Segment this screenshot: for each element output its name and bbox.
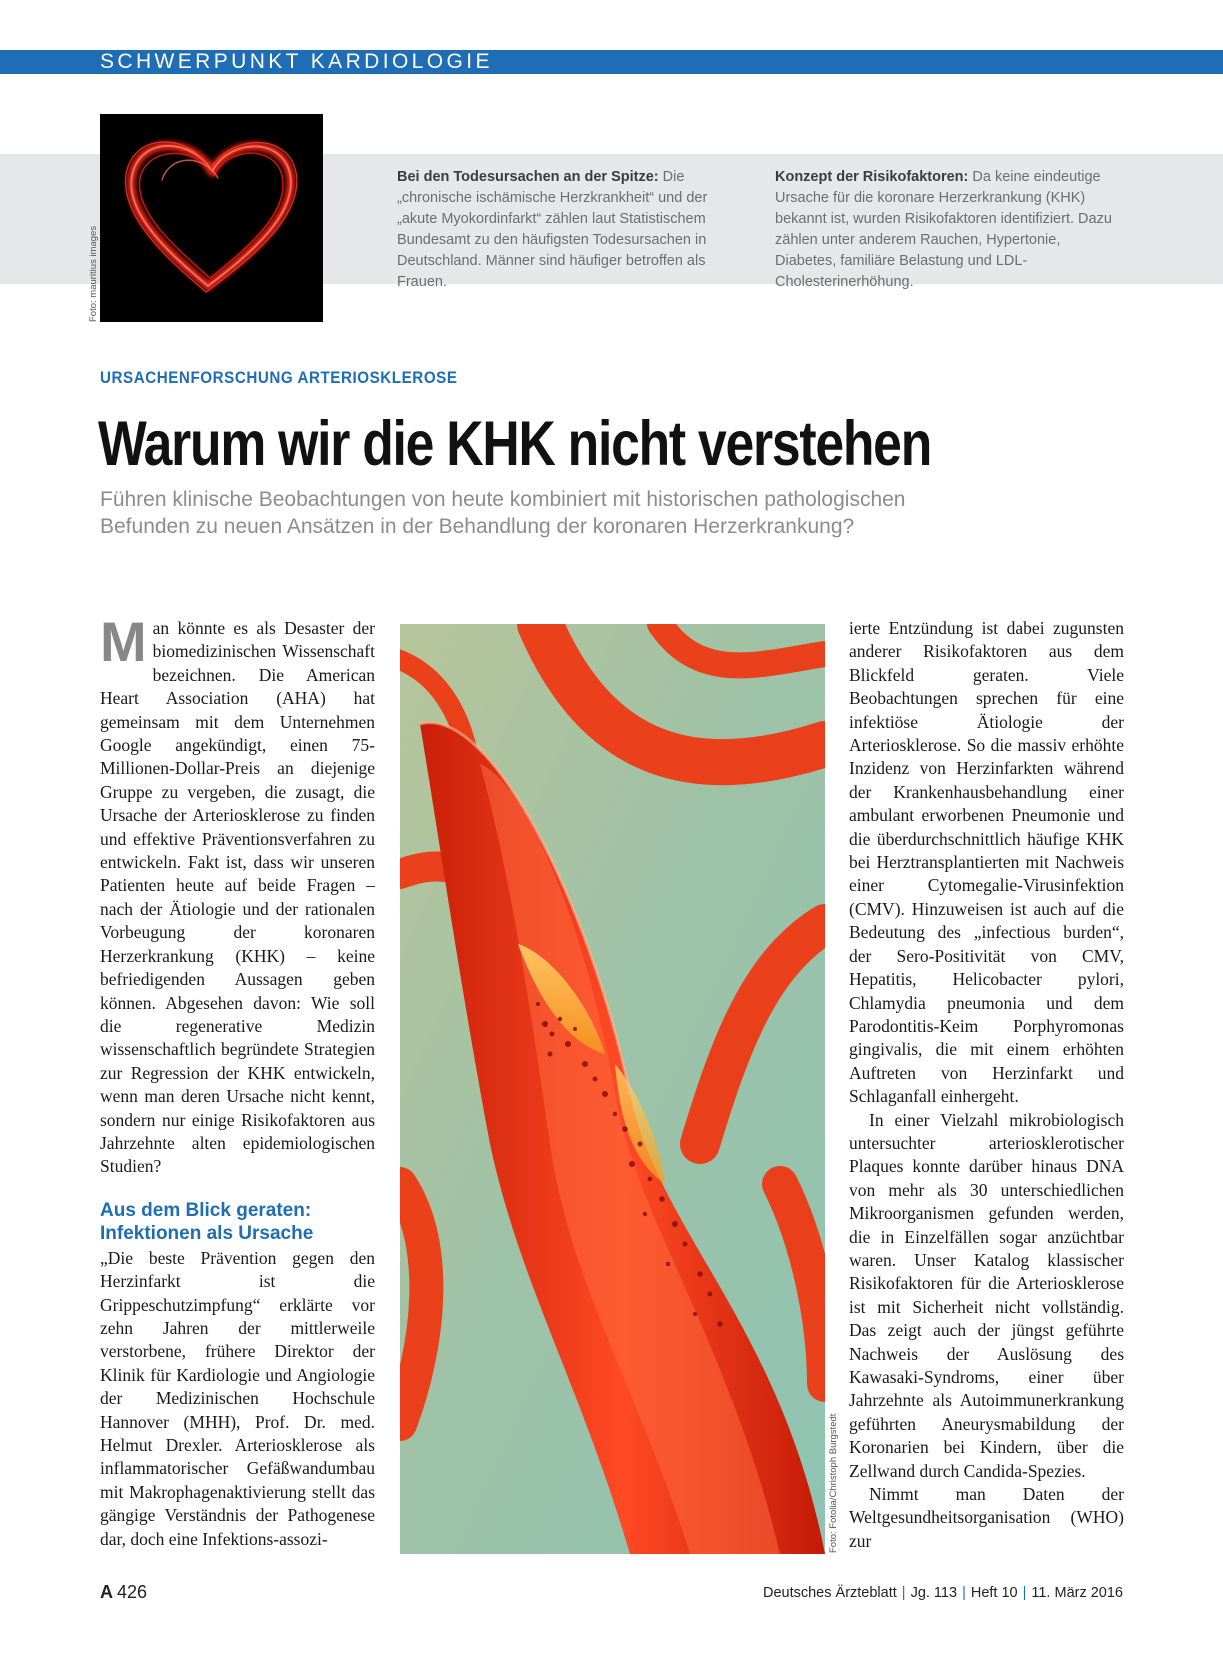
info-box-causes-of-death <box>397 167 742 293</box>
journal-name: Deutsches Ärzteblatt <box>762 1585 897 1601</box>
page-number <box>100 1582 147 1603</box>
paragraph: ierte Entzündung ist dabei zugunsten anderer Risikofaktoren aus dem Blickfeld geraten. Viele Beobachtungen sprechen für eine infektiöse Ätiologie der Arteriosklerose. So die massiv erhöhte Inzidenz von Herzinfarkten während der Krankenhausbehandlung einer ambulant erworbenen Pneumonie und die überdurchschnittlich häufige KHK bei Herztransplantierten mit Nachweis einer Cytomegalie-Virusinfektion (CMV). Hinzuweisen ist auch auf die Bedeutung des „infectious burden“, der Sero-Positivität von CMV, Hepatitis, Helicobacter pylori, Chlamydia pneumonia und dem Parodontitis-Keim Porphyromonas gingivalis, die mit einem erhöhten Auftreten von Herzinfarkt und Schlaganfall einhergeht. <box>849 618 1124 1107</box>
paragraph: Nimmt man Daten der Weltgesundheitsorganisation (WHO) zur <box>849 1484 1124 1551</box>
artery-illustration <box>400 624 825 1554</box>
drop-cap: M <box>100 610 147 673</box>
section-bar <box>0 50 1223 74</box>
info-box-risk-factors <box>775 167 1120 293</box>
article-headline: Warum wir die KHK nicht verstehen <box>98 409 932 479</box>
page-number-value: 426 <box>117 1582 148 1602</box>
article-column-right <box>849 617 1124 1553</box>
heart-photo <box>100 114 323 322</box>
heart-illustration <box>100 114 323 322</box>
separator: | <box>962 1585 966 1601</box>
paragraph: In einer Vielzahl mikrobiologisch untersuchter arteriosklerotischer Plaques konnte darüber hinaus DNA von mehr als 30 unterschiedlichen Mikroorganismen gefunden werden, die in Einzelfällen sogar anzüchtbar waren. Unser Katalog klassischer Risikofaktoren für die Arteriosklerose ist mit Sicherheit nicht vollständig. Das zeigt auch der jüngst geführte Nachweis der Auslösung des Kawasaki-Syndroms, einer über Jahrzehnte als Autoimmunerkrankung geführten Aneurysmabildung der Koronarien bei Kindern, über die Zellwand durch Candida-Spezies. <box>849 1109 1124 1481</box>
section-subheading: Aus dem Blick geraten: Infektionen als Ursache <box>100 1199 314 1244</box>
info-box-heading: Konzept der Risikofaktoren: <box>775 169 969 185</box>
journal-issue: Heft 10 <box>970 1585 1018 1601</box>
separator: | <box>1022 1585 1027 1601</box>
journal-volume: Jg. 113 <box>910 1585 958 1601</box>
journal-info <box>763 1585 1123 1601</box>
paragraph <box>100 610 375 1179</box>
heart-photo-credit: Foto: mauritius images <box>88 225 99 322</box>
artery-photo-credit: Foto: Fotolia/Christoph Burgstedt <box>828 1413 839 1553</box>
info-box-text: Die „chronische ischämische Herzkrankheit“ und der „akute Myokordinfarkt“ zählen laut Statistischem Bundesamt zu den häufigsten Todesursachen in Deutschland. Männer sind häufiger betroffen als Frauen. <box>397 169 708 290</box>
paragraph-text: an könnte es als Desaster der biomedizinischen Wissenschaft bezeichnen. Die American Heart Association (AHA) hat gemeinsam mit dem Unternehmen Google angekündigt, einen 75-Millionen-Dollar-Preis an diejenige Gruppe zu vergeben, die zusagt, die Ursache der Arteriosklerose zu finden und effektive Präventionsverfahren zu entwickeln. Fakt ist, dass wir unseren Patienten heute auf beide Fragen – nach der Ätiologie und der rationalen Vorbeugung der koronaren Herzerkrankung (KHK) – keine befriedigenden Aussagen geben können. Abgesehen davon: Wie soll die regenerative Medizin wissenschaftlich begründete Strategien zur Regression der KHK entwickeln, wenn man deren Ursache nicht kennt, sondern nur einige Risikofaktoren aus Jahrzehnte alten epidemiologischen Studien? <box>100 618 375 1177</box>
article-kicker: URSACHENFORSCHUNG ARTERIOSKLEROSE <box>100 369 458 387</box>
paragraph: „Die beste Prävention gegen den Herzinfarkt ist die Grippeschutzimpfung“ erklärte vor zehn Jahren der mittlerweile verstorbene, frühere Direktor der Klinik für Kardiologie und Angiologie der Medizinischen Hochschule Hannover (MHH), Prof. Dr. med. Helmut Drexler. Arteriosklerose als inflammatorischer Gefäßwandumbau mit Makrophagenaktivierung stellt das gängige Verständnis der Pathogenese dar, doch eine Infektions-assozi- <box>100 1247 375 1549</box>
artery-photo <box>400 624 825 1554</box>
page-letter: A <box>100 1582 113 1602</box>
info-box-heading: Bei den Todesursachen an der Spitze: <box>397 169 659 185</box>
separator: | <box>901 1585 906 1601</box>
article-lead: Führen klinische Beobachtungen von heute kombiniert mit historischen pathologischen Befunden zu neuen Ansätzen in der Behandlung der koronaren Herzerkrankung? <box>100 488 906 538</box>
journal-date: 11. März 2016 <box>1031 1585 1123 1601</box>
info-box-text: Da keine eindeutige Ursache für die koronare Herzerkrankung (KHK) bekannt ist, wurden Risikofaktoren identifiziert. Dazu zählen unter anderem Rauchen, Hypertonie, Diabetes, familiäre Belastung und LDL-Cholesterinerhöhung. <box>775 169 1112 290</box>
article-column-left <box>100 610 375 1551</box>
section-title: SCHWERPUNKT KARDIOLOGIE <box>100 50 493 73</box>
